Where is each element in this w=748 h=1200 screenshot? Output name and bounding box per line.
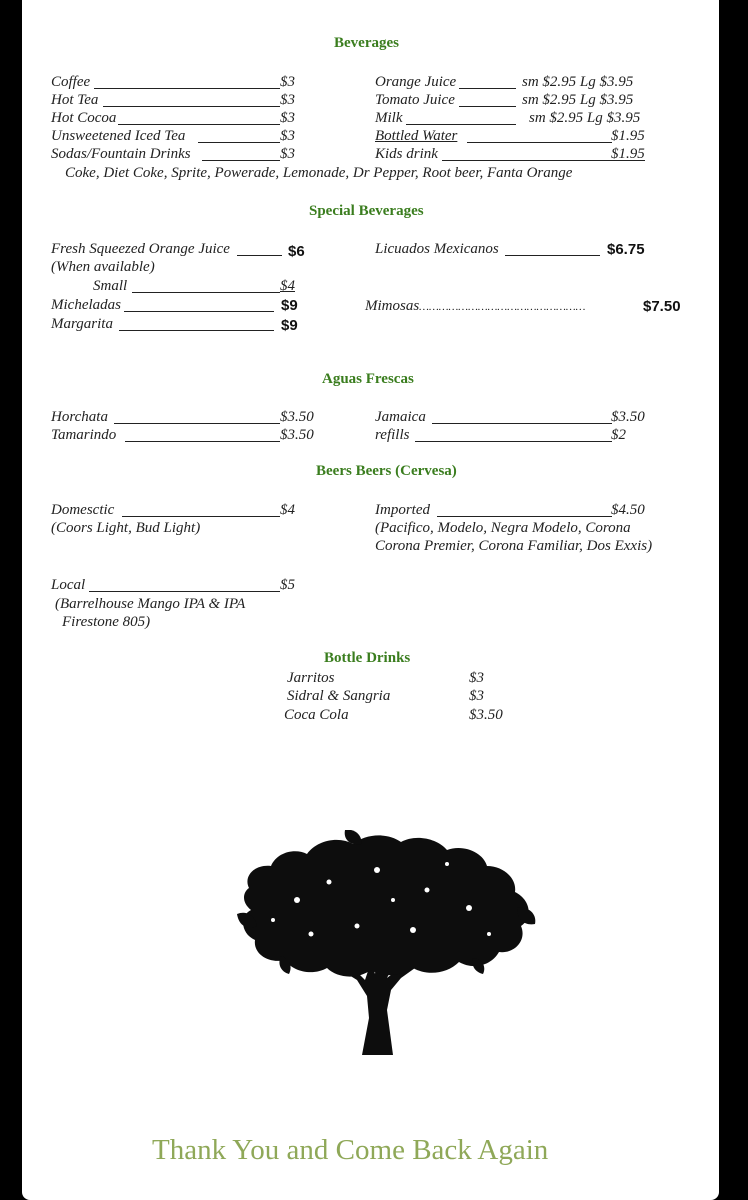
menu-item-name: Small (93, 278, 128, 294)
leader-line (237, 255, 282, 256)
menu-item-price: $6 (288, 243, 305, 260)
menu-item-name: Local (51, 577, 86, 593)
menu-item-price: $3.50 (611, 409, 645, 425)
section-heading-aguas: Aguas Frescas (322, 371, 414, 387)
leader-line (125, 441, 280, 442)
menu-item-name: Sodas/Fountain Drinks (51, 146, 191, 162)
leader-line (415, 441, 612, 442)
menu-item-name: Tomato Juice (375, 92, 455, 108)
menu-item-name: Unsweetened Iced Tea (51, 128, 186, 144)
leader-line (406, 124, 516, 125)
menu-item-price: $5 (280, 577, 295, 593)
leader-line (103, 106, 280, 107)
menu-item-name: Coffee (51, 74, 91, 90)
menu-item-note: (Coors Light, Bud Light) (51, 520, 201, 536)
menu-item-name: Margarita (51, 316, 113, 332)
menu-page (22, 0, 719, 1200)
menu-item-name: Hot Tea (51, 92, 99, 108)
menu-item-price: $4 (280, 502, 295, 518)
menu-item-note: Corona Premier, Corona Familiar, Dos Exxis) (375, 538, 653, 554)
leader-line (459, 88, 516, 89)
menu-item-price: sm $2.95 Lg $3.95 (522, 74, 634, 90)
section-heading-special: Special Beverages (309, 203, 424, 219)
leader-line (119, 330, 274, 331)
menu-item-price: $4.50 (611, 502, 645, 518)
leader-line (505, 255, 600, 256)
menu-item-price: $2 (611, 427, 626, 443)
leader-line (432, 423, 612, 424)
menu-item-name: Jarritos (287, 670, 335, 686)
menu-item-price: $9 (281, 317, 298, 334)
menu-item-name: Jamaica (375, 409, 426, 425)
menu-item-price: $7.50 (643, 298, 681, 315)
menu-item-price: $3 (280, 146, 295, 162)
menu-item-price: $3.50 (280, 427, 314, 443)
leader-line (437, 516, 612, 517)
menu-item-name: Mimosas…………………………………………… (365, 298, 586, 314)
menu-item-price: $3.50 (469, 707, 503, 723)
leader-line (198, 142, 280, 143)
menu-item-name: Licuados Mexicanos (375, 241, 499, 257)
menu-item-price: $6.75 (607, 241, 645, 258)
leader-line (118, 124, 280, 125)
leader-line (114, 423, 280, 424)
menu-item-name: Micheladas (51, 297, 121, 313)
menu-item-price: $3 (280, 110, 295, 126)
menu-item-price: $3.50 (280, 409, 314, 425)
menu-item-name: Kids drink (375, 146, 438, 162)
menu-item-price: $3 (280, 92, 295, 108)
sodas-list: Coke, Diet Coke, Sprite, Powerade, Lemonade, Dr Pepper, Root beer, Fanta Orange (65, 165, 573, 181)
menu-item-name: Horchata (51, 409, 108, 425)
leader-line (202, 160, 280, 161)
menu-item-price: $9 (281, 297, 298, 314)
leader-line (124, 311, 274, 312)
menu-item-name: Bottled Water (375, 128, 458, 144)
menu-item-name: Hot Cocoa (51, 110, 117, 126)
menu-item-price: $1.95 (611, 146, 645, 162)
menu-item-note: Firestone 805) (62, 614, 151, 630)
menu-item-name: Tamarindo (51, 427, 117, 443)
menu-item-price: $3 (469, 688, 484, 704)
menu-item-name: Fresh Squeezed Orange Juice (51, 241, 230, 257)
menu-item-price: $3 (280, 128, 295, 144)
menu-item-price: sm $2.95 Lg $3.95 (522, 92, 634, 108)
leader-line (467, 142, 612, 143)
leader-line (132, 292, 280, 293)
menu-item-price: $3 (280, 74, 295, 90)
leader-line (459, 106, 516, 107)
menu-item-note: (Pacifico, Modelo, Negra Modelo, Corona (375, 520, 631, 536)
leader-line (122, 516, 280, 517)
menu-item-name: Imported (375, 502, 430, 518)
menu-item-price: $1.95 (611, 128, 645, 144)
menu-item-name: Sidral & Sangria (287, 688, 391, 704)
menu-item-price: $3 (469, 670, 484, 686)
menu-item-price: $4 (280, 278, 295, 294)
leader-line (94, 88, 280, 89)
menu-item-note: (Barrelhouse Mango IPA & IPA (55, 596, 246, 612)
footer-thank-you: Thank You and Come Back Again (152, 1134, 549, 1166)
tree-silhouette-icon (237, 830, 537, 1060)
section-heading-bottle: Bottle Drinks (324, 650, 411, 666)
menu-item-name: refills (375, 427, 410, 443)
menu-item-name: Coca Cola (284, 707, 349, 723)
menu-item-name: Orange Juice (375, 74, 457, 90)
section-heading-beverages: Beverages (334, 35, 399, 51)
menu-item-name: Domesctic (51, 502, 115, 518)
leader-line (89, 591, 280, 592)
menu-item-note: (When available) (51, 259, 155, 275)
section-heading-beers: Beers Beers (Cervesa) (316, 463, 457, 479)
menu-item-name: Milk (375, 110, 403, 126)
menu-item-price: sm $2.95 Lg $3.95 (529, 110, 641, 126)
